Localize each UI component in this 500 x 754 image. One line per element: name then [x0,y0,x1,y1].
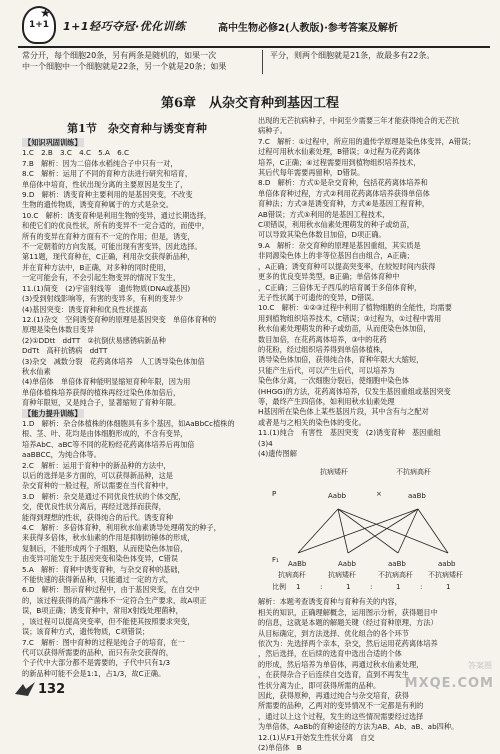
parent2-name: 不抗病高秆 [396,468,431,477]
ratio-separator: : [420,583,423,592]
text-line: 杂交育种的一般过程，所以需要在当代育种中， [22,481,173,491]
text-line: (3)4 [258,438,273,448]
text-line: (4)遗传图解 [258,449,297,458]
text-line: 所有的变异在育种方面有不一定的作用；但是，诱变， [22,231,195,241]
offspring-genotype: AaBb [288,560,307,569]
text-line: 原理是染色体数目变异 [22,325,94,335]
text-line: 复制后，不能形成两个子细胞，从而使染色体加倍， [22,543,188,553]
text-line: 12.(1)杂交 空间诱变育种的原理是基因突变 单倍体育种的 [22,314,217,324]
subsection-heading [22,409,250,419]
text-line: 的信息，这就是本题的解题关键（经过育种原理、方法） [258,618,438,628]
text-line: 8.C 解析：运用了不同的育种方法进行研究和培育， [22,169,193,179]
text-line: 秋水仙素处理萌发的种子或幼苗，从而使染色体加倍， [258,324,431,334]
text-line: 不一定朝着的方向发展，可能出现有害变异，因此选择。 [22,242,202,252]
text-line: 不能快速的获得新品种，只能通过一定的方式， [22,575,173,585]
offspring-phenotype: 不抗病矮秆 [428,571,463,580]
text-line: aaBBCC，为纯合体等。 [22,450,101,460]
text-line: (4)基因突变：诱变育种和优良性状提高 [22,304,148,314]
text-line: 过程可用秋水仙素处理，B错误；③过程为花药离体 [258,147,421,157]
ratio-separator: : [320,583,323,592]
section-title: 第1节 杂交育种与诱变育种 [67,122,207,135]
ratio-value: 1 [446,583,451,592]
text-line: 和使它们的优良性状，所有的变异不一定合适的，而使中， [22,221,209,231]
text-line: 单倍体植株培养获得的植株再经过染色体加倍后， [22,387,181,397]
text-line: 可以导致其染色体数目加倍，D项正确。 [258,230,386,240]
book-title: 高中生物必修2(人教版)·参考答案及解析 [218,23,398,34]
text-line: ，该过程可以提高突变率，但不能使其按照要求突变， [22,616,195,626]
text-line: (HHGG)的方法，花药离体培养，仅发生基因重组或基因突变 [258,386,451,396]
text-line: 只能产生后代，可以产生后代，可以培养为 [258,365,395,375]
text-line: 育种法；方式③是诱变育种，方式④是基因工程育种， [258,199,430,209]
text-line: 平分，则两个细胞就是21条，故最多有22条。 [270,51,435,60]
continued-left [22,50,252,72]
text-line: 误；该育种方式，遗传物质，C项错误； [22,627,150,637]
parent1-genotype: Aabb [328,492,346,501]
text-line: ，C正确；三倍体无子西瓜的培育属于多倍体育种， [258,282,422,292]
text-line: 或者是与之相关的染色体的变化。 [258,417,366,427]
cross-line [338,509,448,553]
f1-generation-label: F₁ [272,556,279,565]
text-line: 其后代每年需要再留种，D错误。 [258,168,365,178]
text-line: 培养AbC、aBC等不同的花粉经花药离体培养后再加倍 [22,439,195,449]
text-line: 秋水仙素 [22,366,51,376]
parent1-name: 抗病矮秆 [320,468,348,477]
offspring-phenotype: 抗病高秆 [278,571,306,580]
text-line: 来获得多倍体，秋水仙素的作用是抑制纺锤体的形成， [22,533,195,543]
subsection-heading [22,138,250,148]
text-line: 为单倍体，AaBb的育种途径的方法为AB、Ab、aB、ab四种。 [258,722,459,732]
text-line: 2.C 解析：运用于育种中的新品种的方法中， [22,460,171,470]
ratio-separator: : [370,583,373,592]
text-line: 7.C 解析：①过程中，所应用的遗传学原理是染色体变异，A错误； [258,136,476,146]
cross-line [418,509,448,553]
offspring-phenotype: 不抗病高秆 [378,571,413,580]
cross-line [298,509,338,553]
text-line: 一定可能会有，不会引起生物变异的情况下发生， [22,273,181,283]
text-line: 非同源染色体上的非等位基因自由组合，A正确； [258,251,414,261]
text-line: (3)杂交 减数分裂 花药离体培养 人工诱导染色体加倍 [22,356,205,366]
text-line: 所需要的品种，乙两对的变异情况不一定都是有利的 [258,701,424,711]
text-line: 1.C 2.B 3.C 4.C 5.A 6.C [22,148,130,158]
page-header [18,6,490,48]
text-line: 因此，获得原种，再通过纯合与杂交培育，获得 [258,691,409,701]
text-line: 的，该过程获得的高产菌株不一定符合生产要求，故A项正 [22,595,207,605]
offspring-genotype: aabb [438,560,456,569]
text-line: 依次为：先选择两个亲本，杂交，然后运用花药离体培养 [258,639,438,649]
ratio-value: 1 [296,583,301,592]
text-line: 7.B 解析：因为二倍体水稻纯合子中只有一对， [22,158,178,168]
text-line: 误，B项正确；诱变育种中，常用X射线处理菌种， [22,606,183,616]
text-line: 10.C 解析：诱变育种是利用生物的变异，通过长期选择， [22,210,211,220]
parent2-genotype: aaBb [408,492,426,501]
text-line: 相关的知识，正确理解概念，运用图示分析，获得题目中 [258,607,438,617]
text-line: 解析：本题考查诱变育种与育种有关的内容， [258,597,402,607]
offspring-genotype: aaBb [388,560,406,569]
text-line: 无子性状属于可遗传的变异，D错误。 [258,292,379,302]
text-line: 用到植物组织培养技术，C错误；③过程为，①过程中需用 [258,313,442,323]
text-line: 由变异可能发生于基因突变和染色体变异，C错误 [22,554,178,564]
ratio-label: 比例 [272,583,286,592]
cross-line [338,509,398,553]
text-line: 1.D 解析：杂合体植株的体细胞具有多个基因，如AaBbCc植株的 [22,418,235,428]
text-line: 第11题，现代育种在，C正确，利用杂交获得新品种， [22,252,195,262]
text-line: 能得到理想的性状，获得纯合的后代。诱变育种 [22,512,173,522]
text-line: 9.A 解析：杂交育种的原理是基因重组，其实质是 [258,240,421,250]
text-line: 根、茎、叶、花均是由体细胞形成的，不含有变异， [22,429,188,439]
text-line: 5.A 解析：育种中诱变育种，与杂交育种的基础， [22,564,185,574]
text-line: DdTt 高秆抗锈病 ddTT [22,346,108,356]
text-line: 染色体分离，一次细胞分裂后，使细胞中染色体 [258,376,409,386]
genetic-cross-diagram [268,461,490,595]
text-line: H基因所在染色体上某些基因片段，其中含有与之配对 [258,407,429,417]
text-line: ，在获得杂合子后连续自交选育，直到不再发生 [258,670,409,680]
text-line: 的新品种可能不会是1:1，占1/3，故C正确。 [22,668,166,678]
column-divider [262,50,263,74]
watermark: MXQE.COM [404,676,494,691]
page-number: 132 [38,682,66,697]
text-line: 6.D 解析：图示育种过程中，由于基因突变，在自交中 [22,585,200,595]
subsection-tag: 【能力提升训练】 [24,408,82,418]
text-line: 8.D 解析：方式①是杂交育种，包括花药离体培养和 [258,178,428,188]
text-line: C项错误，利用秋水仙素处理萌发的种子或幼苗， [258,220,414,230]
text-line: (4)单倍体 单倍体育种能明显缩短育种年限，因为用 [22,377,191,387]
text-line: 交，使优良性状分离后，再经过选择而获得， [22,502,166,512]
subsection-tag: 【知识巩固训练】 [24,138,82,147]
text-line: 12.(1)从F1开始发生性状分离 自交 [258,732,375,742]
offspring-genotype: Aabb [338,560,356,569]
text-line: 并在育种方法中，B正确，对多种的同时使用， [22,262,171,272]
text-line: 等，最终产生四倍体，如利用秋水仙素处理 [258,396,395,406]
p-generation-label: P [272,490,277,499]
text-line: ，然后选择，在后续的选育中选出合适的个体 [258,649,402,659]
text-line: 从目标确定，到方法选择、优化组合的各个环节 [258,628,409,638]
text-line: 更多的优良变异类型，B正确；单倍体育种中 [258,272,400,282]
text-line: ，A正确；诱变育种可以提高突变率，在较短时间内获得 [258,261,436,271]
right-column [258,116,490,754]
text-line: 代可以获得所需要的品种，而只有杂交获得的， [22,647,173,657]
text-line: 3.D 解析：杂交是通过不同优良性状的个体交配， [22,491,186,501]
text-line: 育种年限短，又是纯合子，显著缩短了育种年限。 [22,398,181,408]
chapter-title: 第6章 从杂交育种到基因工程 [160,96,340,111]
offspring-phenotype: 抗病矮秆 [328,571,356,580]
text-line: AB错误；方式⑤利用的是基因工程技术， [258,209,390,219]
text-line: 11.(1)纯合 有害性 基因突变 (2)诱变育种 基因重组 [258,428,441,438]
text-line: 9.D 解析：诱变育种主要利用的是基因突变，不改变 [22,190,193,200]
text-line: (2)单倍体 B [258,743,302,753]
text-line: 11.(1)简变 (2)宇宙射线等 遗传物质(DNA或基因) [22,283,191,293]
text-line: 的形成，然后培养为单倍体，再通过秋水仙素处理， [258,659,424,669]
text-line: 生物的遗传物质，诱变育种属于的方式是杂交。 [22,200,173,210]
ratio-value: 1 [396,583,401,592]
text-line: 常分开，每个细胞20条，另有两条是随机的，如果一次 [22,51,217,60]
text-line: 性状分离为止，即可获得所需的品种。 [258,680,381,690]
text-line: 7.C 解析：图中育种的过程是纯合子的培育，在一 [22,637,185,647]
text-line: 4.C 解析：多倍体育种，利用秋水仙素诱导处理萌发的种子， [22,523,221,533]
text-line: 病种子。 [258,126,287,136]
text-line: (3)受到射线影响等，有害的变异多，有利的变异少 [22,294,184,304]
text-line: 培养，C正确；④过程需要用到植物组织培养技术， [258,157,421,167]
text-line: 中一个细胞中一个细胞就是22条，另一个就是20条；如果 [22,62,227,71]
text-line: 单倍体育种过程，方式②利用花药离体培养获得单倍体 [258,188,430,198]
text-line: 个子代中大部分都不是需要的，子代中只有1/3 [22,658,171,668]
bird-icon [14,680,36,698]
text-line: 出现的无芒抗病种子，中间至少需要三年才能获得纯合的无芒抗 [258,116,460,125]
text-line: ，通过以上这个过程，发生的这些情况需要经过选择 [258,711,424,721]
text-line: 数目加倍，在花药离体培养，③中的花药 [258,334,387,344]
text-line: 的花粉，经过组织培养得到单倍体植株， [258,344,388,354]
star-icon: ★ [40,6,51,20]
series-title: 1+1轻巧夺冠·优化训练 [63,20,186,33]
series-logo: 1+1 [22,6,56,44]
text-line: 诱导染色体加倍，获得纯合体，育种年限大大缩短， [258,355,424,365]
text-line: (2)①DDtt ddTT ②抗倒伏易感锈病新品种 [22,335,166,345]
text-line: 以后的选择是多方面的，可以获得新品种，这是 [22,471,173,480]
left-column [22,138,250,679]
text-line: 10.C 解析：①②③过程中利用了植物细胞的全能性，均需要 [258,303,452,313]
watermark-sub: 答案圈 [468,661,492,670]
text-line: 单倍体中培育，性状出现分离的主要原因是发生了， [22,179,188,189]
continued-right [270,50,492,61]
ratio-value: 1 [346,583,351,592]
cross-symbol: × [376,490,382,499]
